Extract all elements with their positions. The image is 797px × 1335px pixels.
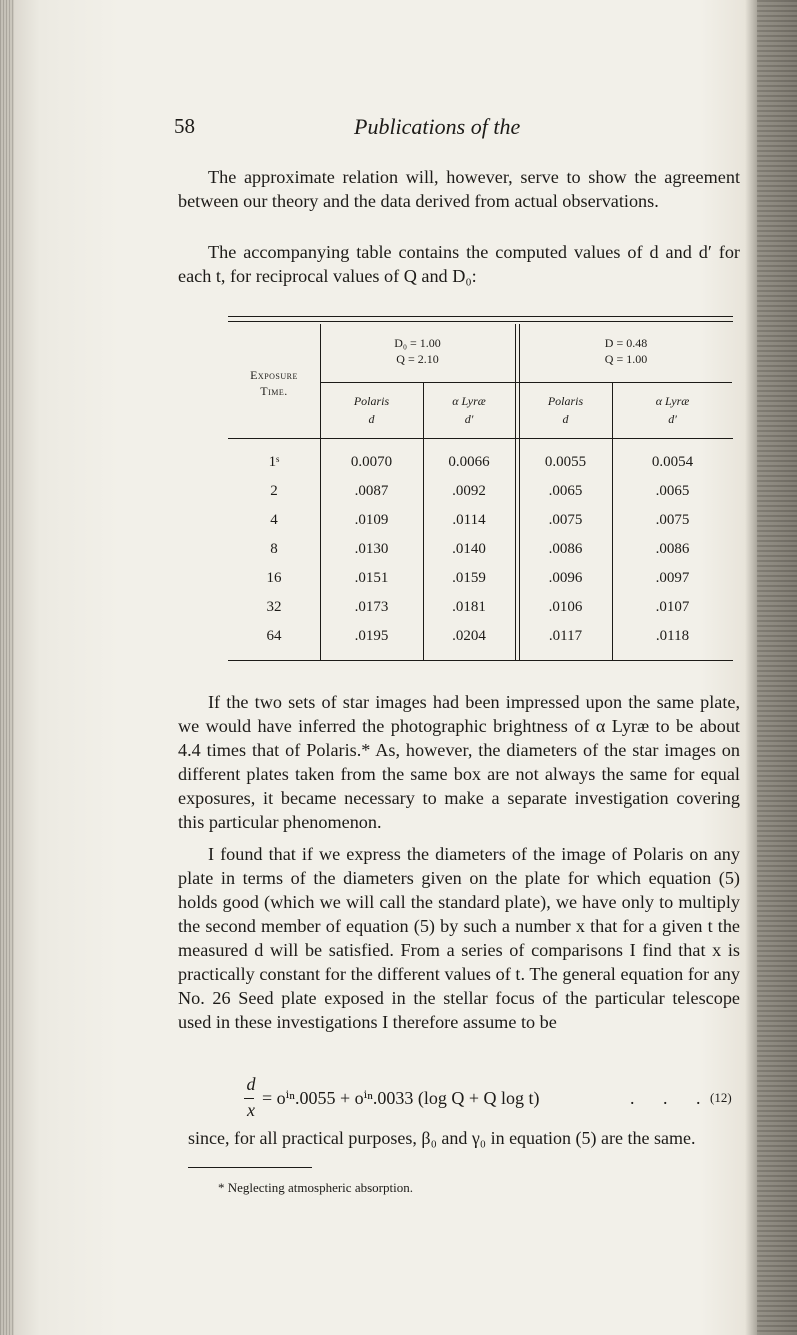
table-cell-value: .0114 — [452, 512, 486, 528]
group1-d0: D₀ = 1.00 — [394, 336, 441, 350]
table-cell-value: .0092 — [452, 483, 486, 499]
paragraph-2-text: The accompanying table contains the computed values of d and d′ for each t, for reciprocal values of Q and D₀: — [178, 242, 740, 286]
table-cell-value: .0118 — [655, 628, 690, 644]
table-cell-value: .0151 — [354, 570, 389, 586]
data-table — [228, 316, 733, 664]
paragraph-3-text: If the two sets of star images had been impressed upon the same plate, we would have inferred the photographic brightness of α Lyræ to be about 4.4 times that of Polaris.* As, however, the diameters of the star images on different plates taken from the same box are not always the same for equal exposures, it became necessary to make a separate investigation covering this particular phenomenon. — [178, 692, 740, 832]
table-cell-value: .0096 — [548, 570, 583, 586]
fraction-bar — [244, 1098, 254, 1099]
group1-q: Q = 2.10 — [396, 352, 439, 366]
col1-sym: d — [368, 412, 375, 426]
col2-star: α Lyræ — [452, 394, 486, 408]
col4-star: α Lyræ — [655, 394, 690, 408]
table-cell-value: 0.0066 — [448, 454, 490, 470]
table-cell-value: .0107 — [655, 599, 690, 615]
table-cell-value: .0195 — [354, 628, 389, 644]
paragraph-1-text: The approximate relation will, however, serve to show the agreement between our theory and the data derived from actual observations. — [178, 167, 740, 211]
subheader-rule — [320, 382, 732, 383]
table-cell-value: .0065 — [655, 483, 690, 499]
equation-numerator: d — [246, 1074, 256, 1094]
table-bottom-rule — [228, 660, 733, 661]
col1-star: Polaris — [353, 394, 390, 408]
equation-12 — [240, 1074, 740, 1124]
paragraph-4-text: I found that if we express the diameters of the image of Polaris on any plate in terms of the diameters given on the plate for which equation (5) holds good (which we will call the standard plate), we have only to multiply the second member of equation (5) by such a number x that for a given t the measured d will be satisfied. From a series of comparisons I find that x is practically constant for the different values of t. The general equation for any No. 26 Seed plate exposed in the stellar focus of the particular telescope used in these investigations I therefore assume to be — [178, 844, 740, 1032]
table-cell-value: .0117 — [548, 628, 583, 644]
table-cell-value: 0.0054 — [651, 454, 694, 470]
col3-sym: d — [562, 412, 569, 426]
table-cell-exposure: 1ˢ — [268, 454, 280, 470]
table-cell-value: .0087 — [354, 483, 389, 499]
table-cell-exposure: 64 — [266, 628, 282, 644]
paragraph-2 — [178, 240, 740, 288]
table-cell-value: .0181 — [452, 599, 486, 615]
table-cell-exposure: 4 — [270, 512, 278, 528]
page-header — [174, 114, 744, 144]
row-header-exposure: Exposure — [250, 368, 298, 382]
table-cell-value: .0109 — [354, 512, 389, 528]
col3-star: Polaris — [547, 394, 584, 408]
page-number: 58 — [174, 114, 195, 138]
col2-sym: d′ — [464, 412, 474, 426]
equation-leader-dots: . . . — [630, 1088, 713, 1108]
table-cell-value: .0086 — [548, 541, 583, 557]
col4-sym: d′ — [668, 412, 677, 426]
table-cell-exposure: 32 — [266, 599, 282, 615]
table-cell-value: .0173 — [354, 599, 389, 615]
binding-gutter — [0, 0, 14, 1335]
table-vline-3a — [515, 324, 516, 660]
after-equation-text: since, for all practical purposes, β₀ and γ₀ in equation (5) are the same. — [188, 1128, 696, 1148]
table-cell-value: .0075 — [548, 512, 583, 528]
footnote-rule — [188, 1167, 312, 1168]
table-cell-value: .0097 — [655, 570, 690, 586]
table-top-rule — [228, 316, 733, 317]
table-top-rule-2 — [228, 321, 733, 322]
equation-body: = oⁱⁿ.0055 + oⁱⁿ.0033 (log Q + Q log t) — [262, 1088, 540, 1108]
table-cell-value: .0086 — [655, 541, 690, 557]
table-cell-value: .0106 — [548, 599, 583, 615]
group2-d: D = 0.48 — [604, 336, 648, 350]
group2-q: Q = 1.00 — [604, 352, 648, 366]
page-edge-shadow — [757, 0, 797, 1335]
paragraph-4 — [178, 842, 740, 1034]
table-cell-value: 0.0070 — [350, 454, 393, 470]
running-title: Publications of the — [354, 114, 521, 139]
table-cell-value: .0159 — [452, 570, 486, 586]
table-cell-value: .0065 — [548, 483, 583, 499]
table-cell-value: .0075 — [655, 512, 690, 528]
table-cell-value: .0140 — [452, 541, 486, 557]
equation-denominator: x — [247, 1100, 255, 1120]
row-header-time: Time. — [260, 384, 288, 398]
table-cell-value: 0.0055 — [544, 454, 587, 470]
table-header-rule — [228, 438, 733, 439]
paragraph-1 — [178, 165, 740, 213]
table-cell-exposure: 16 — [266, 570, 282, 586]
table-cell-exposure: 8 — [270, 541, 278, 557]
paragraph-3 — [178, 690, 740, 834]
footnote: * Neglecting atmospheric absorption. — [218, 1180, 413, 1195]
equation-number: (12) — [710, 1090, 732, 1105]
table-cell-value: .0130 — [354, 541, 389, 557]
table-cell-exposure: 2 — [270, 483, 278, 499]
table-cell-value: .0204 — [452, 628, 486, 644]
